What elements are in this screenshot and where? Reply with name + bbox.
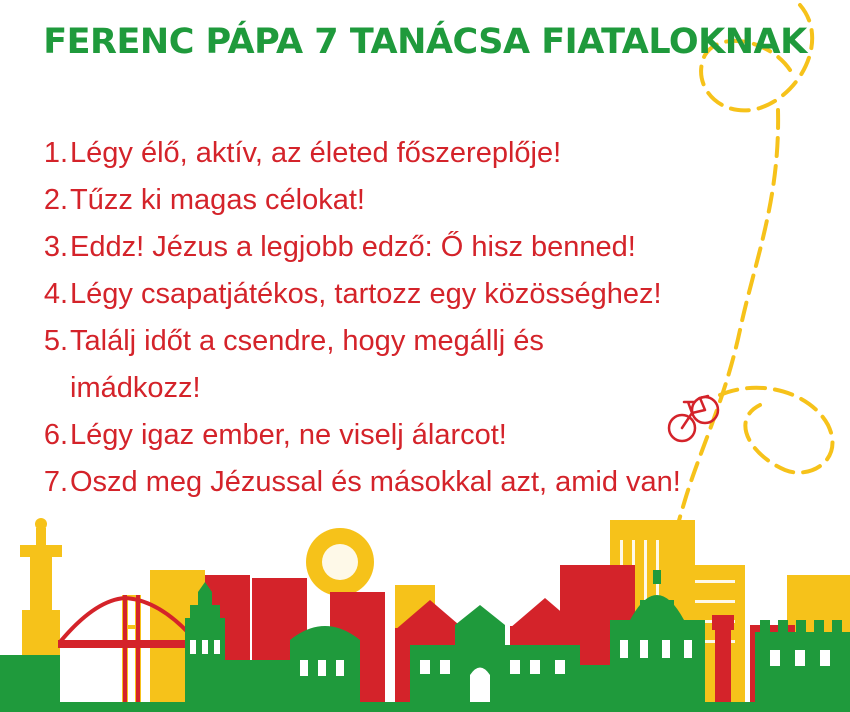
item-number: 6. bbox=[43, 419, 68, 451]
item-number: 2. bbox=[43, 184, 68, 216]
item-text: Légy élő, aktív, az életed főszereplője! bbox=[70, 137, 562, 169]
item-number: 7. bbox=[43, 466, 68, 498]
item-text: Találj időt a csendre, hogy megállj és imádkozz! bbox=[70, 325, 544, 404]
item-text: Tűzz ki magas célokat! bbox=[70, 184, 365, 216]
item-number: 3. bbox=[43, 231, 68, 263]
item-text: Légy csapatjátékos, tartozz egy közösséghez! bbox=[70, 278, 662, 310]
item-number: 1. bbox=[43, 137, 68, 169]
item-number: 5. bbox=[43, 325, 68, 357]
item-number: 4. bbox=[43, 278, 68, 310]
page-title: FERENC PÁPA 7 TANÁCSA FIATALOKNAK bbox=[43, 22, 807, 62]
item-text: Oszd meg Jézussal és másokkal azt, amid van! bbox=[70, 466, 681, 498]
item-text: Légy igaz ember, ne viselj álarcot! bbox=[70, 419, 507, 451]
item-text: Eddz! Jézus a legjobb edző: Ő hisz benned! bbox=[70, 231, 636, 263]
